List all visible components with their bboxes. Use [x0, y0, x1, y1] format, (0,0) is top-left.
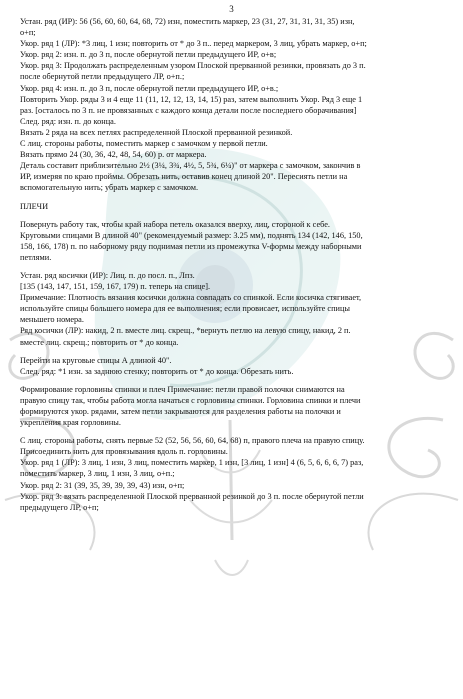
text-line: ИР, измеряя по краю проймы. Обрезать нить, оставив конец длиной 20". Пересиять петли на [20, 172, 348, 182]
text-line: Укор. ряд 2: изн. п. до 3 п, после обернутой петли предыдущего ИР, о+в; [20, 50, 277, 60]
text-line: укрепления края горловины. [20, 418, 121, 428]
text-line: [135 (143, 147, 151, 159, 167, 179) п. теперь на спице]. [20, 282, 211, 292]
paragraph-gap [20, 212, 452, 219]
text-line: Повернуть работу так, чтобы край набора петель оказался вверху, лиц, стороной к себе. [20, 219, 330, 229]
document-body [20, 16, 452, 513]
page-number: 3 [229, 4, 234, 14]
paragraph-gap [20, 377, 452, 384]
text-line: Укор. ряд 3: Продолжать распределенным узором Плоской прерванной резинки, провязать до 3 п. [20, 61, 366, 71]
text-line: Укор. ряд 3: вязать распределенной Плоской прерванной резинкой до 3 п. после обернутой петли [20, 491, 364, 501]
text-line: Укор. ряд 1 (ЛР): 3 лиц, 1 изн, 3 лиц, поместить маркер, 1 изн, [3 лиц, 1 изн] 4 (6, 5, 6, 6, 6, 7) раз, [20, 458, 364, 468]
text-line: С лиц. стороны работы, снять первые 52 (52, 56, 56, 60, 64, 68) п, правого плеча на правую спицу. [20, 436, 365, 446]
text-line: След. ряд: *1 изн. за заднюю стенку; повторить от * до конца. Обрезать нить. [20, 366, 294, 376]
text-line: меньшего номера. [20, 315, 84, 325]
text-line: используйте спицы большего номера для ее выполнения; если провисает, используйте спицы [20, 304, 350, 314]
text-line: о+п; [20, 28, 36, 38]
text-line: Укор. ряд 2: 31 (39, 35, 39, 39, 39, 43) изн, о+п; [20, 480, 185, 490]
text-line: Устан. ряд косички (ИР): Лиц. п. до посл. п., Лпз. [20, 270, 195, 280]
text-line: петлями. [20, 252, 52, 262]
text-line: формируются укор. рядами, затем петли закрываются для разделения работы на полочки и [20, 407, 341, 416]
text-line: Повторить Укор. ряды 3 и 4 еще 11 (11, 12, 12, 13, 14, 15) раз, затем выполнить Укор. Ряд 3 еще 1 [20, 94, 363, 104]
text-line: Укор. ряд 4: изн. п. до 3 п, после обернутой петли предыдущего ИР, о+в.; [20, 83, 279, 93]
text-line: Деталь составит приблизительно 2½ (3¼, 3¾, 4½, 5, 5¾, 6¼)" от маркера с замочком, закончив в [20, 161, 361, 171]
text-line: Формирование горловины спинки и плеч Примечание: петли правой полочки снимаются на [20, 384, 345, 394]
section-heading: ПЛЕЧИ [20, 201, 49, 211]
text-line: Присоединить нить для провязывания вдоль п. горловины. [20, 447, 228, 457]
text-line: Вязать 2 ряда на всех петлях распределенной Плоской прерванной резинкой. [20, 127, 293, 137]
paragraph-gap [20, 348, 452, 355]
text-line: после обернутой петли предыдущего ЛР, о+п.; [20, 72, 185, 82]
text-line: предыдущего ЛР, о+п; [20, 502, 99, 512]
text-line: Примечание: Плотность вязания косички должна совпадать со спинкой. Если косичка стягивает, [20, 293, 362, 303]
paragraph-gap [20, 263, 452, 270]
text-line: раз. [осталось по 3 п. не провязанных с каждого конца детали после последнего оборачивания] [20, 105, 357, 115]
paragraph-gap [20, 428, 452, 435]
text-line: Круговыми спицами В длиной 40" (рекомендуемый размер: 3.25 мм), поднять 134 (142, 146, 150, [20, 230, 363, 240]
text-line: Ряд косички (ЛР): накид, 2 п. вместе лиц. скрещ., *вернуть петлю на левую спицу, накид, 2 п. [20, 326, 351, 336]
text-line: правую спицу так, чтобы работа могла начаться с горловины спинки. Горловина спинки и плечи [20, 395, 361, 405]
text-line: След. ряд: изн. п. до конца. [20, 116, 116, 126]
text-line: Устан. ряд (ИР): 56 (56, 60, 60, 64, 68, 72) изн, поместить маркер, 23 (31, 27, 31, 31, 31, 35) изн, [20, 17, 355, 26]
text-line: поместить маркер, 3 лиц, 1 изн, 3 лиц, о+п.; [20, 469, 175, 479]
text-line: вспомогательную нить; убрать маркер с замочком. [20, 183, 199, 193]
text-line: Перейти на круговые спицы А длиной 40". [20, 355, 172, 365]
text-line: вместе лиц. скрещ.; повторить от * до конца. [20, 337, 179, 347]
text-line: С лиц. стороны работы, поместить маркер с замочком у первой петли. [20, 139, 268, 149]
text-line: Укор. ряд 1 (ЛР): *3 лиц, 1 изн; повторить от * до 3 п.. перед маркером, 3 лиц, убрать маркер, о+п; [20, 39, 367, 49]
text-line: Вязать прямо 24 (30, 36, 42, 48, 54, 60) р. от маркера. [20, 150, 207, 160]
paragraph-gap [20, 194, 452, 201]
text-line: 158, 166, 178) п. по наборному ряду поднимая петли из промежутка V-формы между наборными [20, 241, 362, 251]
